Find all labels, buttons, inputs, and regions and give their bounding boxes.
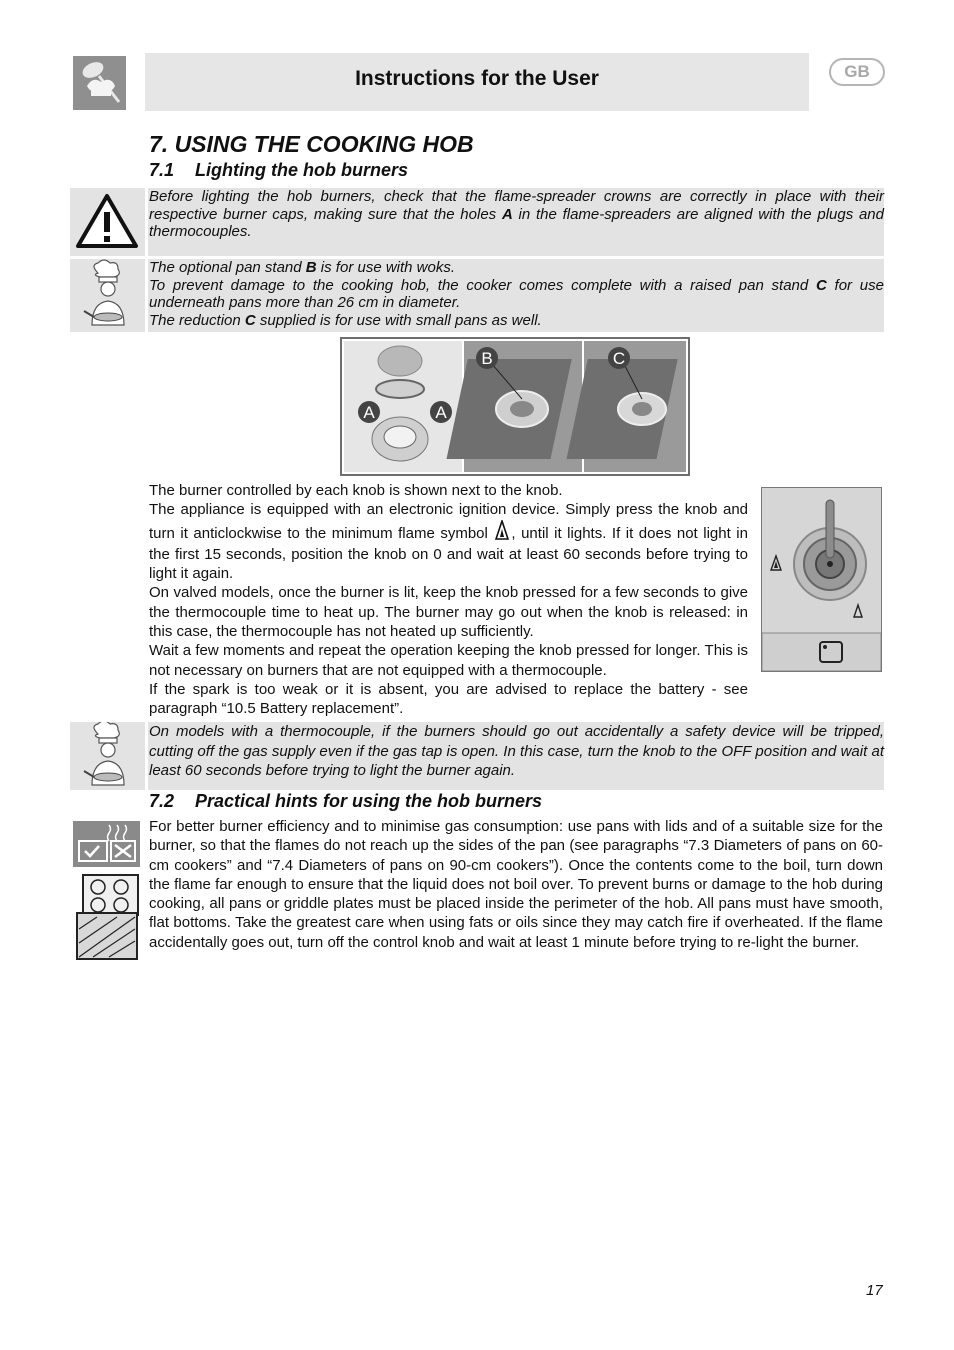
practical-hints-text: For better burner efficiency and to minimise gas consumption: use pans with lids and of a suitable size for the burner, so that the flames do not reach up the sides of the pan (see paragraphs “7.3 Diameters of pans on 60-cm cookers” and “7.4 Diameters of pans on 90-cm cookers”). Once the contents come to the boil, turn down the flame far enough to ensure that the liquid does not boil over. To prevent burns or damage to the hob during cooking, all pans or griddle plates must be placed inside the perimeter of the hob. All pans must have smooth, flat bottoms. Take the greatest care when using fats or oils since they may catch fire if overheated. If the flame accidentally goes out, turn off the control knob and wait at least 1 minute before trying to re-light the burner. <box>149 818 883 951</box>
paragraph: Wait a few moments and repeat the operation keeping the knob pressed for longer. This is not necessary on burners that are not equipped with a thermocouple. <box>149 642 748 679</box>
warning-triangle-icon <box>70 188 145 256</box>
control-knob-figure <box>761 487 882 672</box>
label-a-ref: A <box>501 205 513 223</box>
label-c-ref: C <box>815 276 827 294</box>
paragraph: On valved models, once the burner is lit, keep the knob pressed for a few seconds to give the thermocouple time to heat up. The burner may go out when the knob is released: in this case, the thermocouple has not heated up sufficiently. <box>149 584 748 641</box>
warning-note: Before lighting the hob burners, check that the flame-spreader crowns are correctly in place with their respective burner caps, making sure that the holes A in the flame-spreaders are aligned with the plugs and thermocouples. <box>148 188 884 256</box>
hob-perimeter-icon <box>73 873 140 963</box>
min-flame-icon <box>495 520 509 545</box>
chef-icon-box <box>70 259 145 332</box>
stand-c-photo <box>566 341 686 472</box>
safety-device-note: On models with a thermocouple, if the burners should go out accidentally a safety device will be tripped, cutting off the gas supply even if the gas tap is open. In this case, turn the knob to the OFF position and wait at least 60 seconds before trying to light the burner again. <box>148 722 884 790</box>
stand-b-photo <box>446 341 582 472</box>
label-b-ref: B <box>305 259 317 276</box>
language-badge: GB <box>829 58 885 86</box>
subsection-number: 7.1 <box>149 160 175 180</box>
pan-with-lid-icon <box>73 821 140 867</box>
paragraph: If the spark is too weak or it is absent, you are advised to replace the battery - see paragraph “10.5 Battery replacement”. <box>149 680 748 718</box>
section-heading: 7. USING THE COOKING HOB <box>149 131 474 157</box>
paragraph: The burner controlled by each knob is shown next to the knob. <box>149 482 563 499</box>
subsection-title: Practical hints for using the hob burners <box>195 791 543 811</box>
subsection-number: 7.2 <box>149 791 175 811</box>
figure-label-b: B <box>481 349 493 368</box>
warning-icon-box <box>70 188 145 256</box>
figure-label-c: C <box>612 349 626 368</box>
chef-spoon-icon <box>73 56 126 110</box>
subsection-heading-7-2 <box>149 791 542 812</box>
page-title: Instructions for the User <box>355 67 599 90</box>
subsection-title: Lighting the hob burners <box>195 160 408 180</box>
burner-figure <box>340 337 690 476</box>
paragraph: The appliance is equipped with an electronic ignition device. Simply press the knob and turn it anticlockwise to the minimum flame symbol , until it lights. If it does not light in the first 15 seconds, position the knob on 0 and wait at least 60 seconds before trying to light it again. <box>149 501 748 583</box>
label-c-ref-2: C <box>244 311 256 329</box>
figure-label-a-left: A <box>363 403 375 422</box>
figure-label-a-right: A <box>435 403 447 422</box>
page-number: 17 <box>866 1282 883 1299</box>
chef-icon-box-2 <box>70 722 145 790</box>
ignition-instructions <box>149 481 748 719</box>
tip-note-pan-stand: The optional pan stand B is for use with woks. To prevent damage to the cooking hob, the cooker comes complete with a raised pan stand C for use underneath pans more than 26 cm in diameter. The reduction C supplied is for use with small pans as well. <box>148 259 884 332</box>
chef-icon <box>70 259 145 332</box>
chef-icon <box>70 722 145 790</box>
subsection-heading-7-1 <box>149 160 408 181</box>
